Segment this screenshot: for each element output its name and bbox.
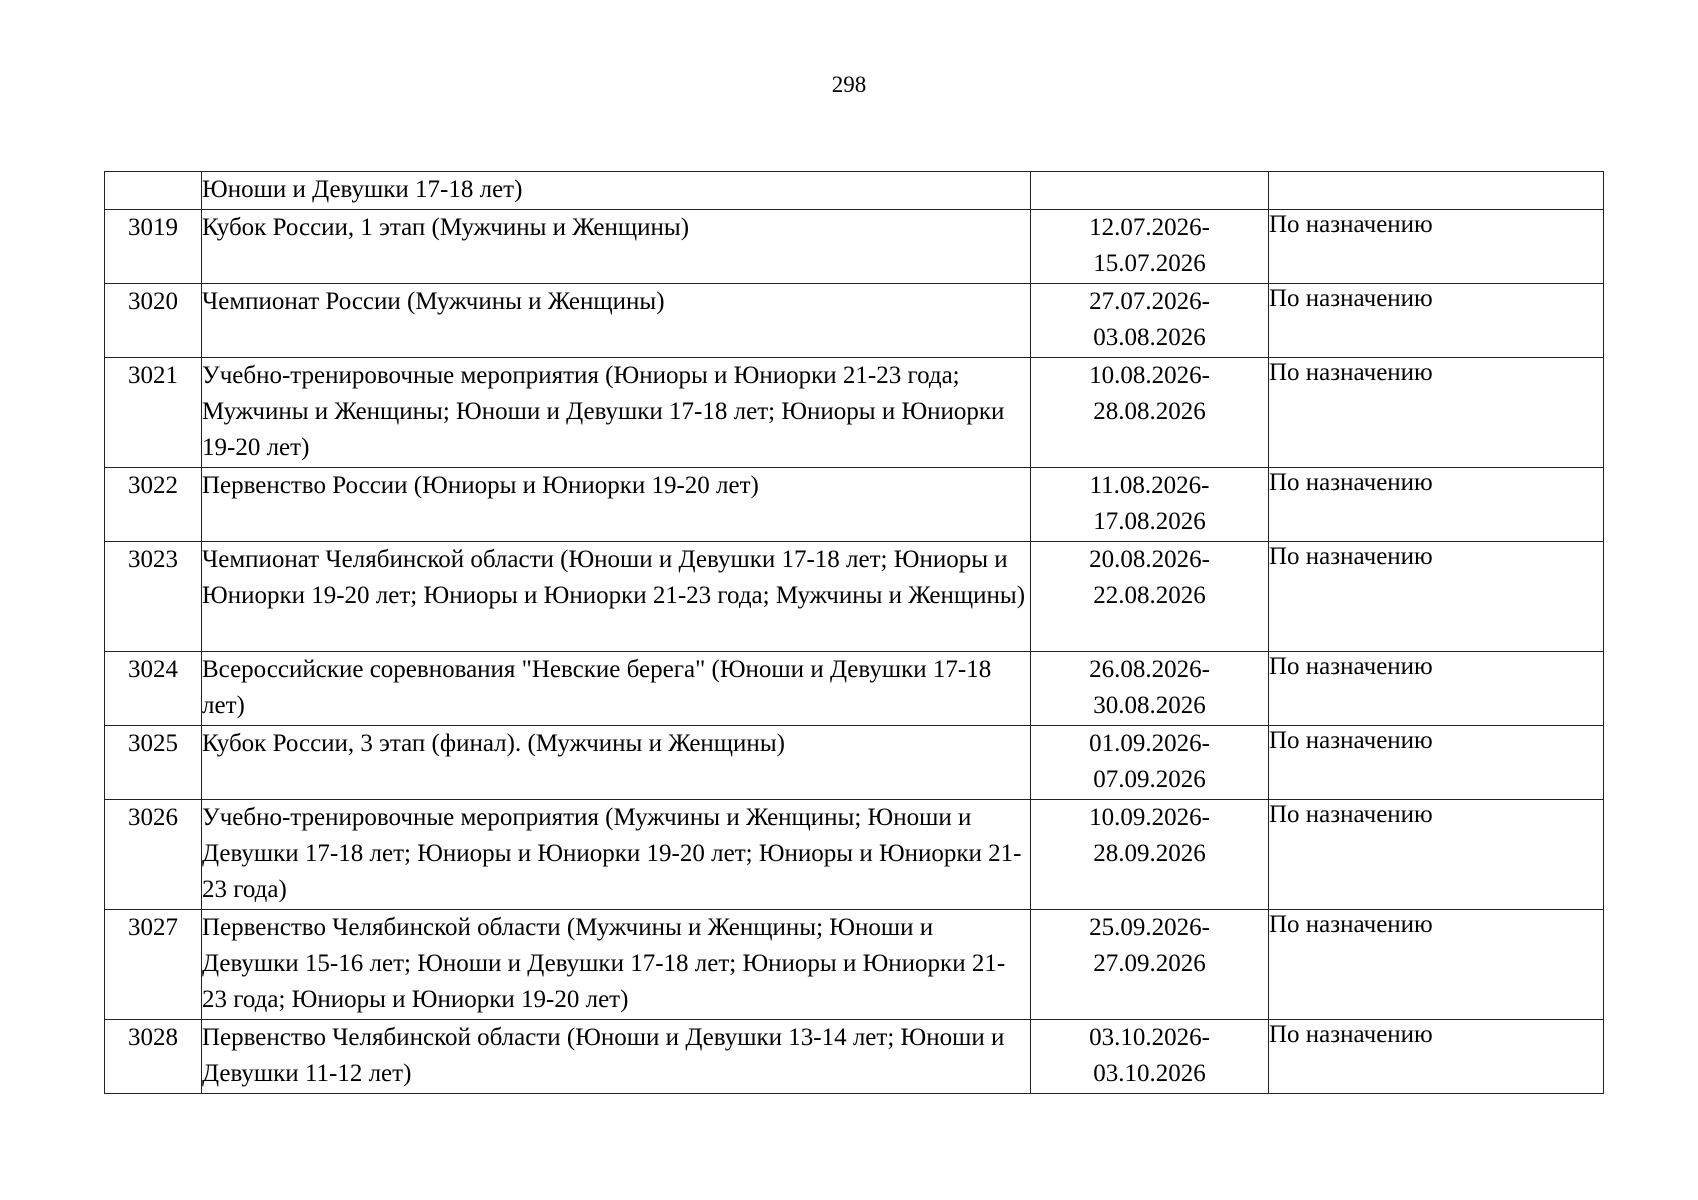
event-place: По назначению [1269, 800, 1604, 910]
events-table [104, 171, 1604, 1094]
event-number: 3019 [105, 210, 202, 284]
event-date-start: 01.09.2026- [1089, 730, 1210, 757]
event-dates [1031, 542, 1269, 652]
event-date-end: 15.07.2026 [1093, 250, 1206, 277]
event-date-end: 07.09.2026 [1093, 766, 1206, 793]
event-place: По назначению [1269, 542, 1604, 652]
event-place: По назначению [1269, 910, 1604, 1020]
event-name: Юноши и Девушки 17-18 лет) [202, 172, 1031, 210]
event-date-end: 28.09.2026 [1093, 840, 1206, 867]
event-dates [1031, 468, 1269, 542]
table-row [105, 910, 1604, 1020]
event-name: Всероссийские соревнования "Невские берега" (Юноши и Девушки 17-18 лет) [202, 652, 1031, 726]
table-row [105, 652, 1604, 726]
table-row [105, 358, 1604, 468]
table-row [105, 468, 1604, 542]
event-dates [1031, 1020, 1269, 1094]
event-date-end: 03.08.2026 [1093, 324, 1206, 351]
event-place: По назначению [1269, 468, 1604, 542]
table-row [105, 800, 1604, 910]
table-row [105, 1020, 1604, 1094]
event-date-end: 03.10.2026 [1093, 1060, 1206, 1087]
event-place: По назначению [1269, 284, 1604, 358]
event-place: По назначению [1269, 652, 1604, 726]
event-date-start: 12.07.2026- [1089, 214, 1210, 241]
event-dates [1031, 800, 1269, 910]
event-number: 3022 [105, 468, 202, 542]
event-dates [1031, 910, 1269, 1020]
event-name: Чемпионат России (Мужчины и Женщины) [202, 284, 1031, 358]
event-date-start: 03.10.2026- [1089, 1024, 1210, 1051]
event-number: 3023 [105, 542, 202, 652]
event-number: 3021 [105, 358, 202, 468]
event-name: Кубок России, 3 этап (финал). (Мужчины и Женщины) [202, 726, 1031, 800]
event-name: Учебно-тренировочные мероприятия (Мужчины и Женщины; Юноши и Девушки 17-18 лет; Юниоры и Юниорки 19-20 лет; Юниоры и Юниорки 21-23 года) [202, 800, 1031, 910]
table-row [105, 210, 1604, 284]
event-number: 3024 [105, 652, 202, 726]
table-row [105, 726, 1604, 800]
event-place: По назначению [1269, 726, 1604, 800]
table-row [105, 284, 1604, 358]
event-date-start: 10.09.2026- [1089, 804, 1210, 831]
event-dates [1031, 284, 1269, 358]
event-date-end: 22.08.2026 [1093, 582, 1206, 609]
event-date-end: 30.08.2026 [1093, 692, 1206, 719]
event-name: Первенство России (Юниоры и Юниорки 19-20 лет) [202, 468, 1031, 542]
event-date-start: 25.09.2026- [1089, 914, 1210, 941]
event-date-start: 26.08.2026- [1089, 656, 1210, 683]
event-name: Первенство Челябинской области (Юноши и Девушки 13-14 лет; Юноши и Девушки 11-12 лет) [202, 1020, 1031, 1094]
event-dates [1031, 652, 1269, 726]
event-dates [1031, 726, 1269, 800]
table-row-continuation [105, 172, 1604, 210]
event-number: 3025 [105, 726, 202, 800]
event-place: По назначению [1269, 1020, 1604, 1094]
event-number: 3027 [105, 910, 202, 1020]
event-date-start: 10.08.2026- [1089, 362, 1210, 389]
event-name: Учебно-тренировочные мероприятия (Юниоры и Юниорки 21-23 года; Мужчины и Женщины; Юноши и Девушки 17-18 лет; Юниоры и Юниорки 19-20 лет) [202, 358, 1031, 468]
event-date-end: 28.08.2026 [1093, 398, 1206, 425]
event-number: 3028 [105, 1020, 202, 1094]
event-date-start: 27.07.2026- [1089, 288, 1210, 315]
table-row [105, 542, 1604, 652]
event-number: 3026 [105, 800, 202, 910]
event-place [1269, 172, 1604, 210]
event-date-start: 11.08.2026- [1089, 472, 1210, 499]
event-date-end: 27.09.2026 [1093, 950, 1206, 977]
event-name: Чемпионат Челябинской области (Юноши и Девушки 17-18 лет; Юниоры и Юниорки 19-20 лет; Юниоры и Юниорки 21-23 года; Мужчины и Женщины) [202, 542, 1031, 652]
event-place: По назначению [1269, 358, 1604, 468]
event-dates [1031, 172, 1269, 210]
event-name: Первенство Челябинской области (Мужчины и Женщины; Юноши и Девушки 15-16 лет; Юноши и Девушки 17-18 лет; Юниоры и Юниорки 21-23 года; Юниоры и Юниорки 19-20 лет) [202, 910, 1031, 1020]
event-number [105, 172, 202, 210]
event-dates [1031, 210, 1269, 284]
event-date-end: 17.08.2026 [1093, 508, 1206, 535]
event-date-start: 20.08.2026- [1089, 546, 1210, 573]
event-name: Кубок России, 1 этап (Мужчины и Женщины) [202, 210, 1031, 284]
event-dates [1031, 358, 1269, 468]
event-number: 3020 [105, 284, 202, 358]
event-place: По назначению [1269, 210, 1604, 284]
page-number: 298 [831, 72, 867, 97]
